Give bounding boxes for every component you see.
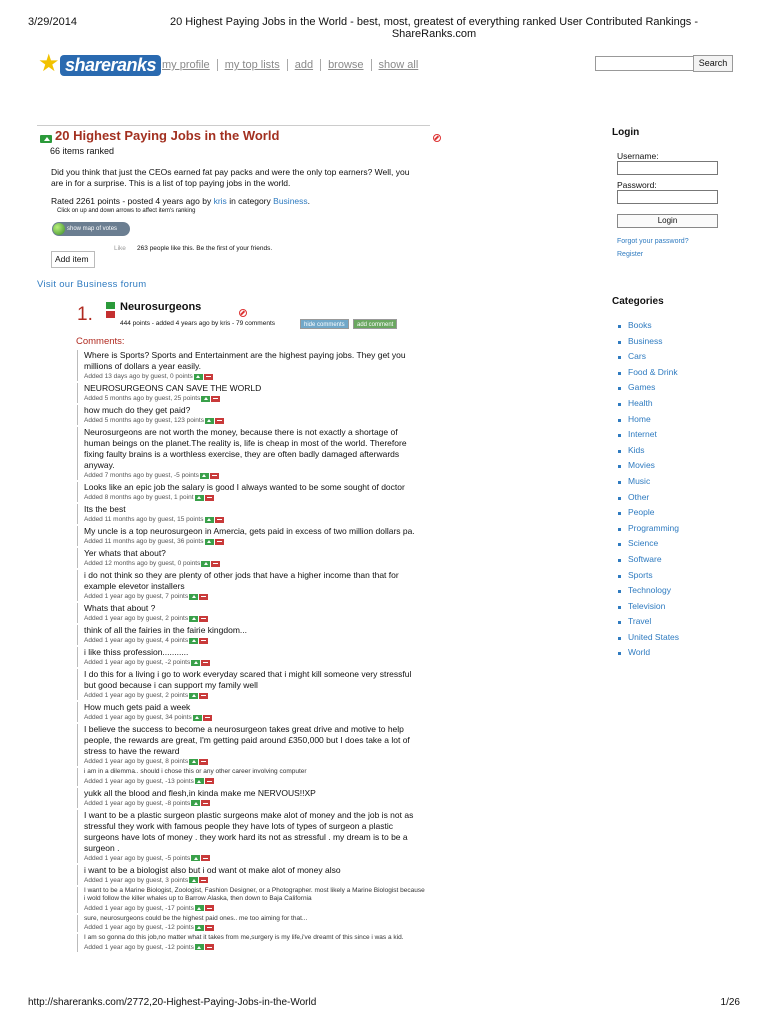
comment-meta-text: Added 1 year ago by guest, -17 points	[84, 904, 194, 912]
comment-item	[77, 887, 425, 913]
print-title: 20 Highest Paying Jobs in the World - best, most, greatest of everything ranked User Contributed Rankings - ShareRanks.com	[169, 16, 699, 40]
nav-show-all[interactable]: show all	[378, 59, 419, 71]
comment-text: yukk all the blood and flesh,in kinda make me NERVOUS!!XP	[84, 787, 316, 798]
username-field[interactable]	[617, 161, 718, 175]
comment-meta-text: Added 5 months ago by guest, 25 points	[84, 395, 201, 402]
print-url: http://shareranks.com/2772,20-Highest-Paying-Jobs-in-the-World	[28, 997, 317, 1008]
comment-meta	[84, 691, 425, 700]
comment-item	[77, 768, 425, 786]
comment-vote-up-icon[interactable]	[195, 495, 204, 501]
category-prefix: in category	[229, 196, 271, 206]
nav-browse[interactable]: browse	[321, 59, 371, 71]
comment-meta	[84, 757, 425, 766]
entry-title[interactable]: Neurosurgeons	[120, 301, 202, 313]
comment-item	[77, 350, 425, 381]
comment-vote-up-icon[interactable]	[195, 925, 204, 931]
category-item[interactable]: Home	[618, 412, 679, 428]
comment-meta	[84, 592, 425, 601]
comment-vote-down-icon[interactable]	[205, 495, 214, 501]
print-header	[28, 16, 740, 40]
comment-meta	[84, 537, 425, 546]
globe-icon	[53, 223, 65, 235]
comment-meta	[84, 713, 425, 722]
comment-item	[77, 915, 425, 933]
add-comment-button[interactable]: add comment	[353, 319, 397, 329]
comment-text: i want to be a biologist also but i od want ot make alot of money also	[84, 864, 341, 875]
comment-vote-down-icon[interactable]	[199, 616, 208, 622]
comment-meta	[84, 658, 425, 667]
comment-text: Yer whats that about?	[84, 548, 166, 558]
register-link[interactable]: Register	[617, 251, 644, 258]
main-nav	[155, 59, 425, 71]
comment-text: How much gets paid a week	[84, 702, 191, 712]
comment-text: how much do they get paid?	[84, 405, 191, 415]
comment-text: My uncle is a top neurosurgeon in Amercia, gets paid in excess of two million dollars pa.	[84, 526, 415, 536]
nav-my-profile[interactable]: my profile	[155, 59, 218, 71]
comment-item	[77, 724, 425, 766]
comment-meta-text: Added 1 year ago by guest, -13 points	[84, 777, 194, 785]
comment-meta-text: Added 13 days ago by guest, 0 points	[84, 373, 193, 380]
category-item[interactable]: Other	[618, 490, 679, 506]
comment-meta-text: Added 1 year ago by guest, -12 points	[84, 924, 194, 931]
category-item[interactable]: Science	[618, 536, 679, 552]
comment-item	[77, 405, 425, 425]
comment-item	[77, 788, 425, 808]
like-button[interactable]: Like	[114, 245, 126, 252]
comment-meta	[84, 777, 425, 786]
category-item[interactable]: Software	[618, 552, 679, 568]
comment-vote-down-icon[interactable]	[201, 800, 210, 806]
comment-text: I do this for a living i go to work everyday scared that i might kill someone very stressful but good because i can support my family well	[84, 669, 412, 690]
comment-meta	[84, 372, 425, 381]
entry-meta: 444 points - added 4 years ago by kris - 79 comments	[120, 320, 275, 327]
comment-meta	[84, 943, 425, 952]
category-item[interactable]: Food & Drink	[618, 365, 679, 381]
comment-vote-down-icon[interactable]	[205, 778, 214, 784]
vote-down-icon[interactable]	[106, 311, 115, 318]
category-item[interactable]: People	[618, 505, 679, 521]
comment-item	[77, 482, 425, 502]
category-item[interactable]: Technology	[618, 583, 679, 599]
comment-item	[77, 383, 425, 403]
comment-vote-down-icon[interactable]	[205, 925, 214, 931]
comment-meta-text: Added 1 year ago by guest, 4 points	[84, 637, 189, 644]
comment-vote-up-icon[interactable]	[191, 660, 200, 666]
print-page-number: 1/26	[720, 997, 740, 1008]
comment-vote-up-icon[interactable]	[195, 905, 204, 911]
comment-meta	[84, 904, 425, 913]
comment-vote-down-icon[interactable]	[199, 693, 208, 699]
comment-vote-up-icon[interactable]	[189, 877, 198, 883]
login-button[interactable]: Login	[617, 214, 718, 228]
comment-item	[77, 427, 425, 480]
comment-text: Whats that about ?	[84, 603, 156, 613]
show-map-of-votes-button[interactable]	[52, 222, 130, 236]
comment-meta	[84, 614, 425, 623]
nav-add[interactable]: add	[288, 59, 321, 71]
comment-meta-text: Added 11 months ago by guest, 36 points	[84, 538, 204, 545]
vote-arrows	[106, 302, 115, 318]
comment-meta	[84, 799, 425, 808]
comment-item	[77, 570, 425, 601]
password-label: Password:	[617, 180, 657, 190]
comment-vote-down-icon[interactable]	[203, 715, 212, 721]
category-item[interactable]: Sports	[618, 568, 679, 584]
category-item[interactable]: United States	[618, 630, 679, 646]
comment-meta-text: Added 8 months ago by guest, 1 point	[84, 494, 194, 501]
comment-vote-down-icon[interactable]	[211, 396, 220, 402]
comment-vote-down-icon[interactable]	[199, 638, 208, 644]
comment-meta	[84, 493, 425, 502]
category-item[interactable]: Kids	[618, 443, 679, 459]
comment-item	[77, 526, 425, 546]
items-ranked: 66 items ranked	[50, 146, 115, 156]
comment-vote-up-icon[interactable]	[200, 473, 209, 479]
comment-item	[77, 647, 425, 667]
comment-vote-down-icon[interactable]	[205, 905, 214, 911]
comment-text: I believe the success to become a neurosurgeon takes great drive and motive to help people, the rewards are great, I'm getting paid around £350,000 but I does take a lot of stress to have the reward	[84, 724, 410, 756]
comment-vote-down-icon[interactable]	[211, 561, 220, 567]
comment-item	[77, 669, 425, 700]
comment-meta-text: Added 7 months ago by guest, -5 points	[84, 472, 199, 479]
like-count-text: 263 people like this. Be the first of your friends.	[137, 245, 273, 252]
author-link[interactable]: kris	[213, 196, 227, 206]
comment-text: i do not think so they are plenty of other jods that have a higher income than that for example elevetor installers	[84, 570, 399, 591]
username-label: Username:	[617, 151, 659, 161]
site-logo[interactable]	[38, 50, 157, 80]
comment-vote-down-icon[interactable]	[215, 418, 224, 424]
comment-meta-text: Added 1 year ago by guest, 8 points	[84, 758, 189, 765]
comment-item	[77, 934, 425, 952]
search-button[interactable]: Search	[693, 55, 733, 72]
comment-item	[77, 504, 425, 524]
comment-vote-up-icon[interactable]	[195, 778, 204, 784]
comment-item	[77, 548, 425, 568]
list-rating-line	[51, 196, 310, 207]
comment-vote-up-icon[interactable]	[189, 693, 198, 699]
map-button-label: show map of votes	[67, 226, 118, 232]
report-icon[interactable]	[433, 134, 441, 142]
comments-label: Comments:	[76, 336, 125, 347]
rank-number: 1.	[77, 304, 93, 325]
comment-meta	[84, 876, 425, 885]
comment-vote-up-icon[interactable]	[201, 561, 210, 567]
comment-vote-down-icon[interactable]	[201, 660, 210, 666]
comment-text: Its the best	[84, 504, 126, 514]
comment-text: I am so gonna do this job,no matter what it takes from me,surgery is my life,i've dreamt of this since i was a kid.	[84, 934, 404, 941]
print-footer	[28, 997, 740, 1008]
list-title: 20 Highest Paying Jobs in the World	[55, 128, 280, 143]
comment-vote-up-icon[interactable]	[205, 539, 214, 545]
forum-link[interactable]: Visit our Business forum	[37, 279, 147, 290]
comment-vote-up-icon[interactable]	[189, 616, 198, 622]
password-field[interactable]	[617, 190, 718, 204]
add-item-button[interactable]: Add item	[51, 251, 95, 268]
add-to-list-icon[interactable]	[40, 135, 52, 143]
comment-vote-up-icon[interactable]	[201, 396, 210, 402]
category-item[interactable]: Cars	[618, 349, 679, 365]
report-entry-icon[interactable]	[239, 309, 247, 317]
comment-text: Neurosurgeons are not worth the money, because there is not exactly a shortage of human beings on the planet.The reality is, life is cheap in most of the world. Therefore fixing faulty brains is a worthless exercise, they are often badly damaged afterwards anyway.	[84, 427, 407, 470]
comment-meta-text: Added 1 year ago by guest, 2 points	[84, 692, 189, 699]
category-item[interactable]: Movies	[618, 458, 679, 474]
comment-meta-text: Added 1 year ago by guest, 2 points	[84, 615, 189, 622]
comment-item	[77, 625, 425, 645]
vote-up-icon[interactable]	[106, 302, 115, 309]
comment-vote-up-icon[interactable]	[191, 800, 200, 806]
comment-vote-down-icon[interactable]	[199, 594, 208, 600]
login-heading: Login	[612, 127, 640, 138]
vote-hint: Click on up and down arrows to affect item's ranking	[57, 208, 196, 214]
categories-heading: Categories	[612, 296, 664, 307]
comment-meta-text: Added 1 year ago by guest, -5 points	[84, 854, 191, 862]
comment-text: sure, neurosurgeons could be the highest paid ones.. me too aiming for that...	[84, 914, 308, 922]
comment-meta-text: Added 11 months ago by guest, 15 points	[84, 516, 204, 523]
comment-text: think of all the fairies in the fairie kingdom...	[84, 625, 247, 635]
comment-meta	[84, 923, 425, 932]
comment-item	[77, 810, 425, 863]
category-item[interactable]: World	[618, 645, 679, 661]
category-item[interactable]: Health	[618, 396, 679, 412]
category-item[interactable]: Internet	[618, 427, 679, 443]
comment-item	[77, 702, 425, 722]
comment-meta	[84, 394, 425, 403]
comment-vote-up-icon[interactable]	[194, 374, 203, 380]
category-link[interactable]: Business	[273, 196, 308, 206]
list-description: Did you think that just the CEOs earned fat pay packs and were the only top earners? Well, you are in for a surprise. This is a list of top paying jobs in the world.	[51, 167, 410, 188]
comment-text: i like thiss profession...........	[84, 647, 189, 657]
comment-text: Where is Sports? Sports and Entertainment are the highest paying jobs. They get you millions of dollars a year easily.	[84, 350, 406, 371]
comment-vote-up-icon[interactable]	[193, 715, 202, 721]
categories-list	[618, 318, 679, 661]
comment-vote-up-icon[interactable]	[205, 517, 214, 523]
comment-meta-text: Added 5 months ago by guest, 123 points	[84, 417, 204, 424]
category-item[interactable]: Television	[618, 599, 679, 615]
comment-vote-up-icon[interactable]	[195, 944, 204, 950]
category-item[interactable]: Games	[618, 380, 679, 396]
comment-meta	[84, 559, 425, 568]
comment-text: i am in a dilemma.. should i chose this or any other career involving computer	[84, 768, 307, 775]
comment-vote-down-icon[interactable]	[215, 517, 224, 523]
comment-meta	[84, 854, 425, 863]
comment-vote-up-icon[interactable]	[191, 855, 200, 861]
comment-text: Looks like an epic job the salary is good I always wanted to be some sought of doctor	[84, 482, 405, 492]
comment-meta	[84, 471, 425, 480]
comment-vote-up-icon[interactable]	[189, 638, 198, 644]
comment-item	[77, 603, 425, 623]
print-date: 3/29/2014	[28, 16, 77, 28]
comment-item	[77, 865, 425, 885]
comment-meta-text: Added 1 year ago by guest, 34 points	[84, 714, 192, 721]
star-icon: ★	[38, 50, 60, 77]
comment-vote-down-icon[interactable]	[201, 855, 210, 861]
comment-meta-text: Added 1 year ago by guest, -8 points	[84, 799, 191, 807]
category-item[interactable]: Travel	[618, 614, 679, 630]
nav-my-top-lists[interactable]: my top lists	[218, 59, 288, 71]
comment-text: NEUROSURGEONS CAN SAVE THE WORLD	[84, 383, 262, 393]
comment-text: I want to be a plastic surgeon plastic surgeons make alot of money and the job is not as stressful they work with famous people they have lots of types of surgeon a plastic surgeons have lots of money . they work hard its not as stressful . my dream is to be a surgeon .	[84, 809, 414, 853]
comment-vote-down-icon[interactable]	[204, 374, 213, 380]
comment-vote-up-icon[interactable]	[189, 759, 198, 765]
comment-meta-text: Added 1 year ago by guest, -2 points	[84, 659, 191, 666]
comment-vote-up-icon[interactable]	[189, 594, 198, 600]
comment-meta	[84, 515, 425, 524]
comment-meta-text: Added 1 year ago by guest, 3 points	[84, 876, 189, 884]
comment-vote-up-icon[interactable]	[205, 418, 214, 424]
comment-vote-down-icon[interactable]	[199, 759, 208, 765]
comment-vote-down-icon[interactable]	[199, 877, 208, 883]
comment-meta-text: Added 1 year ago by guest, -12 points	[84, 943, 194, 951]
category-item[interactable]: Music	[618, 474, 679, 490]
comment-vote-down-icon[interactable]	[205, 944, 214, 950]
comment-meta-text: Added 12 months ago by guest, 0 points	[84, 560, 201, 567]
comments-list	[77, 350, 425, 954]
comment-meta-text: Added 1 year ago by guest, 7 points	[84, 593, 189, 600]
hide-comments-button[interactable]: hide comments	[300, 319, 349, 329]
comment-vote-down-icon[interactable]	[215, 539, 224, 545]
comment-vote-down-icon[interactable]	[210, 473, 219, 479]
logo-text: shareranks	[60, 55, 161, 76]
category-suffix: .	[307, 196, 311, 206]
comment-meta	[84, 636, 425, 645]
comment-meta	[84, 416, 425, 425]
category-item[interactable]: Books	[618, 318, 679, 334]
category-item[interactable]: Business	[618, 334, 679, 350]
rating-text: Rated 2261 points - posted 4 years ago by	[51, 196, 212, 206]
forgot-password-link[interactable]: Forgot your password?	[617, 238, 689, 245]
comment-text: I want to be a Marine Biologist, Zoologist, Fashion Designer, or a Photographer. most likely a Marine Biologist because i wold follow the killer whales up to Barrow Alaska, then down to Baja California	[84, 886, 425, 902]
category-item[interactable]: Programming	[618, 521, 679, 537]
